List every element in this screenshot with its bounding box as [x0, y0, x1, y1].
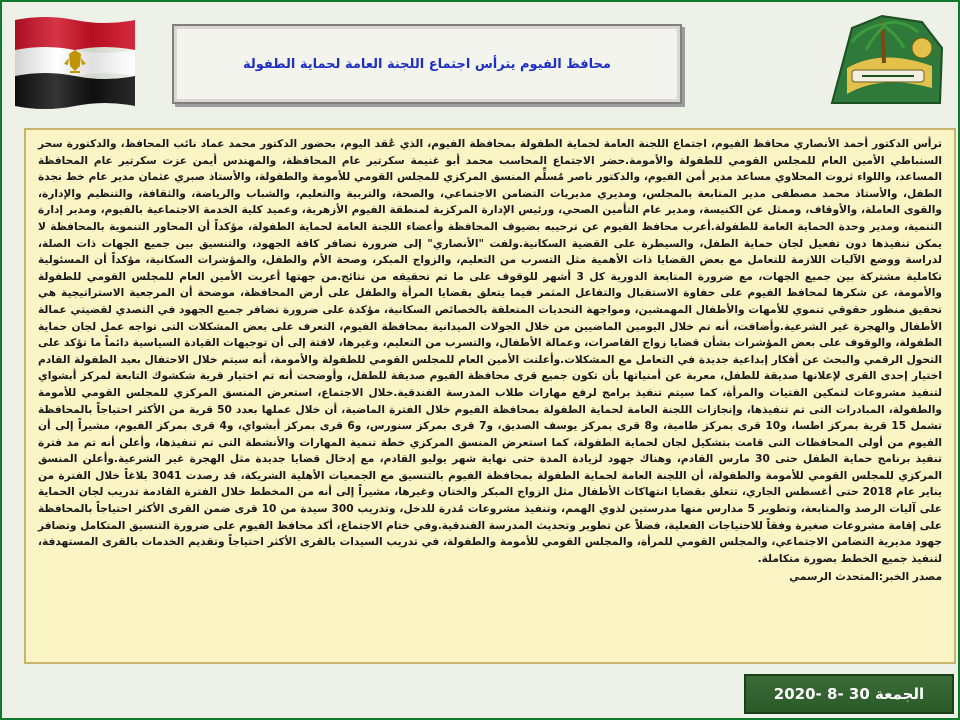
date-badge — [744, 674, 954, 714]
fayoum-emblem-icon — [822, 8, 952, 112]
publish-date: الجمعة 30 -8 -2020 — [773, 685, 925, 703]
headline-box — [172, 24, 682, 104]
article-body — [24, 128, 956, 664]
egypt-flag-icon — [10, 12, 140, 112]
article-source: مصدر الخبر:المتحدث الرسمي — [789, 571, 942, 584]
headline: محافظ الفيوم يترأس اجتماع اللجنة العامة لحماية الطفولة — [243, 56, 611, 72]
article-paragraph: ترأس الدكتور أحمد الأنصاري محافظ الفيوم، اجتماع اللجنة العامة لحماية الطفولة بمحافظة الفيوم، الذي عُقد اليوم، بحضور الدكتور محمد عماد نائب المحافظ، والدكتورة سحر السنباطي الأمين العام للمجلس القومي للطفولة والأمومة.حضر الاجتماع المحاسب محمد أبو غنيمة سكرتير عام المحافظة، والمهندس أيمن عزت سكرتير عام المحافظة المساعد، واللواء ثروت المحلاوي مساعد مدير أمن الفيوم، والدكتور ناصر مُسلِّم المنسق المركزي للمجلس القومي للأمومة والطفولة، والأستاذ صبري عثمان مدير عام خط نجدة الطفل، والأستاذ محمد مصطفى مدير المتابعة بالمجلس، ومديري مديريات التضامن الاجتماعي، والصحة، والتربية والتعليم، والشباب والرياضة، والثقافة، والتنظيم والإدارة، والقوى العاملة، والأوقاف، وممثل عن الكنيسة، ومدير عام التأمين الصحي، ورئيس الإدارة المركزية لمنطقة الفيوم الأزهرية، وعميد كلية الخدمة الاجتماعية بالفيوم، ومدير إدارة التنمية، ومدير وحدة الحماية العامة للطفولة.أعرب محافظ الفيوم عن ترحيبه بضيوف المحافظة وأعضاء اللجنة العامة لحماية الطفولة، مؤكداً أن المحاور التنموية بالمحافظة لا يمكن تنفيذها دون تفعيل لجان حماية الطفل، والسيطرة على القضية السكانية.ولفت "الأنصاري" إلى ضرورة تضافر كافة الجهود، والتنسيق بين جميع الجهات ذات الصلة، لدراسة ووضع الآليات اللازمة للتعامل مع بعض القضايا ذات الأهمية مثل التسرب من التعليم، والزواج المبكر، وصحة الأم والطفل، والمؤشرات السكانية، مؤكداً أن المسئولية تكاملية مشتركة بين جميع الجهات، مع ضرورة المتابعة الدورية كل 3 أشهر للوقوف على ما تم تحقيقه من نتائج.من جهتها أعربت الأمين العام للمجلس القومي للطفولة والأمومة، عن شكرها لمحافظ الفيوم على حفاوة الاستقبال والتفاعل المثمر فيما يتعلق بقضايا المرأة والطفل على أرض المحافظة، موضحة أن المرجعية الاستراتيجية هي تحقيق منظور حقوقي تنموي للأمهات والأطفال المهمشين، ومواجهة التحديات المتعلقة بالخصائص السكانية، مؤكدة على ضرورة تضافر جميع الجهود في التصدي لقضيتي عمالة الأطفال والهجرة غير الشرعية.وأضافت، أنه تم خلال اليومين الماضيين من خلال الجولات الميدانية بمحافظة الفيوم، التعرف على بعض المشكلات التى تواجه عمل لجان حماية الطفولة، والوقوف على بعض المؤشرات بشأن قضايا زواج القاصرات، وعمالة الأطفال، والتسرب من التعليم، وغيرها، لافتة إلى أن توجيهات القيادة السياسية دائماً ما تؤكد على التحول الرقمي والبحث عن أفكار إبداعية جديدة في التعامل مع المشكلات.وأعلنت الأمين العام للمجلس القومي للطفولة والأمومة، أنه سيتم خلال الاحتفال بعيد الطفولة القادم اختيار إحدى القرى لإعلانها صديقة للطفل، معربة عن أمنياتها بأن تكون جميع قرى محافظة الفيوم صديقة للطفل، وأوضحت أنه تم اختيار قرية شكشوك التابعة لمركز أبشواي لتنفيذ مشروعات لتمكين الفتيات والمرأة، كما سيتم تنفيذ برامج لرفع مهارات طلاب المدرسة الفندقية.خلال الاجتماع، استعرض المنسق المركزي للمجلس القومي للأمومة والطفولة، المبادرات التى تم تنفيذها، وإنجازات اللجنة العامة لحماية الطفولة بمحافظة الفيوم خلال الفترة الماضية، أن خلال عملها بعدد 50 قرية من الأكثر احتياجاً بالمحافظة تشمل 15 قرية بمركز اطسا، و10 قرى بمركز طامية، و8 قرى بمركز يوسف الصديق، و7 قرى بمركز سنورس، و6 قرى بمركز أبشواي، و4 قرى بمركز الفيوم، مشيراً إلى أن الفيوم من أولى المحافظات التى قامت بتشكيل لجان لحماية الطفولة، كما استعرض المنسق المركزي خطة تنمية المهارات والأنشطة التى تم تنفيذها، وأعلن أنه تم مد فترة تنفيذ برنامج حماية الطفل حتى 30 مارس القادم، وهناك جهود لزيادة المدة حتى نهاية شهر يوليو القادم، مع إدخال قضايا جديدة مثل الهجرة غير الشرعية.وأعلن المنسق المركزي للمجلس القومي للأمومة والطفولة، أن اللجنة العامة لحماية الطفولة بمحافظة الفيوم بالتنسيق مع الجمعيات الأهلية الشريكة، قد رصدت 3041 بلاغاً خلال الفترة من يناير عام 2018 حتى أغسطس الجاري، تتعلق بقضايا انتهاكات الأطفال مثل الزواج المبكر والختان وغيرها، مشيراً إلى أنه من المخطط خلال الفترة القادمة تدريب لجان الحماية على آليات الرصد والمتابعة، وتطوير 5 مدارس منها مدرستين لذوي الهمم، وتنفيذ مشروعات مُدرة للدخل، وتدريب 300 سيدة من 10 قرى ضمن القرى الأكثر احتياجاً بالمحافظة على إقامة مشروعات صغيرة وفقاً للاحتياجات الفعلية، فضلاً عن تطوير وتحديث المدرسة الفندقية.وفي ختام الاجتماع، أكد محافظ الفيوم على ضرورة التنسيق المتكامل وتضافر جهود مديرية التضامن الاجتماعي، والمجلس القومي للمرأة، والمجلس القومي للأمومة والطفولة، في تدريب السيدات بالقرى الأكثر احتياجاً وتقديم الخدمات بالقرى المستهدفة، لتنفيذ جميع الخطط بصورة متكاملة. — [38, 138, 943, 565]
page-frame — [2, 2, 958, 718]
